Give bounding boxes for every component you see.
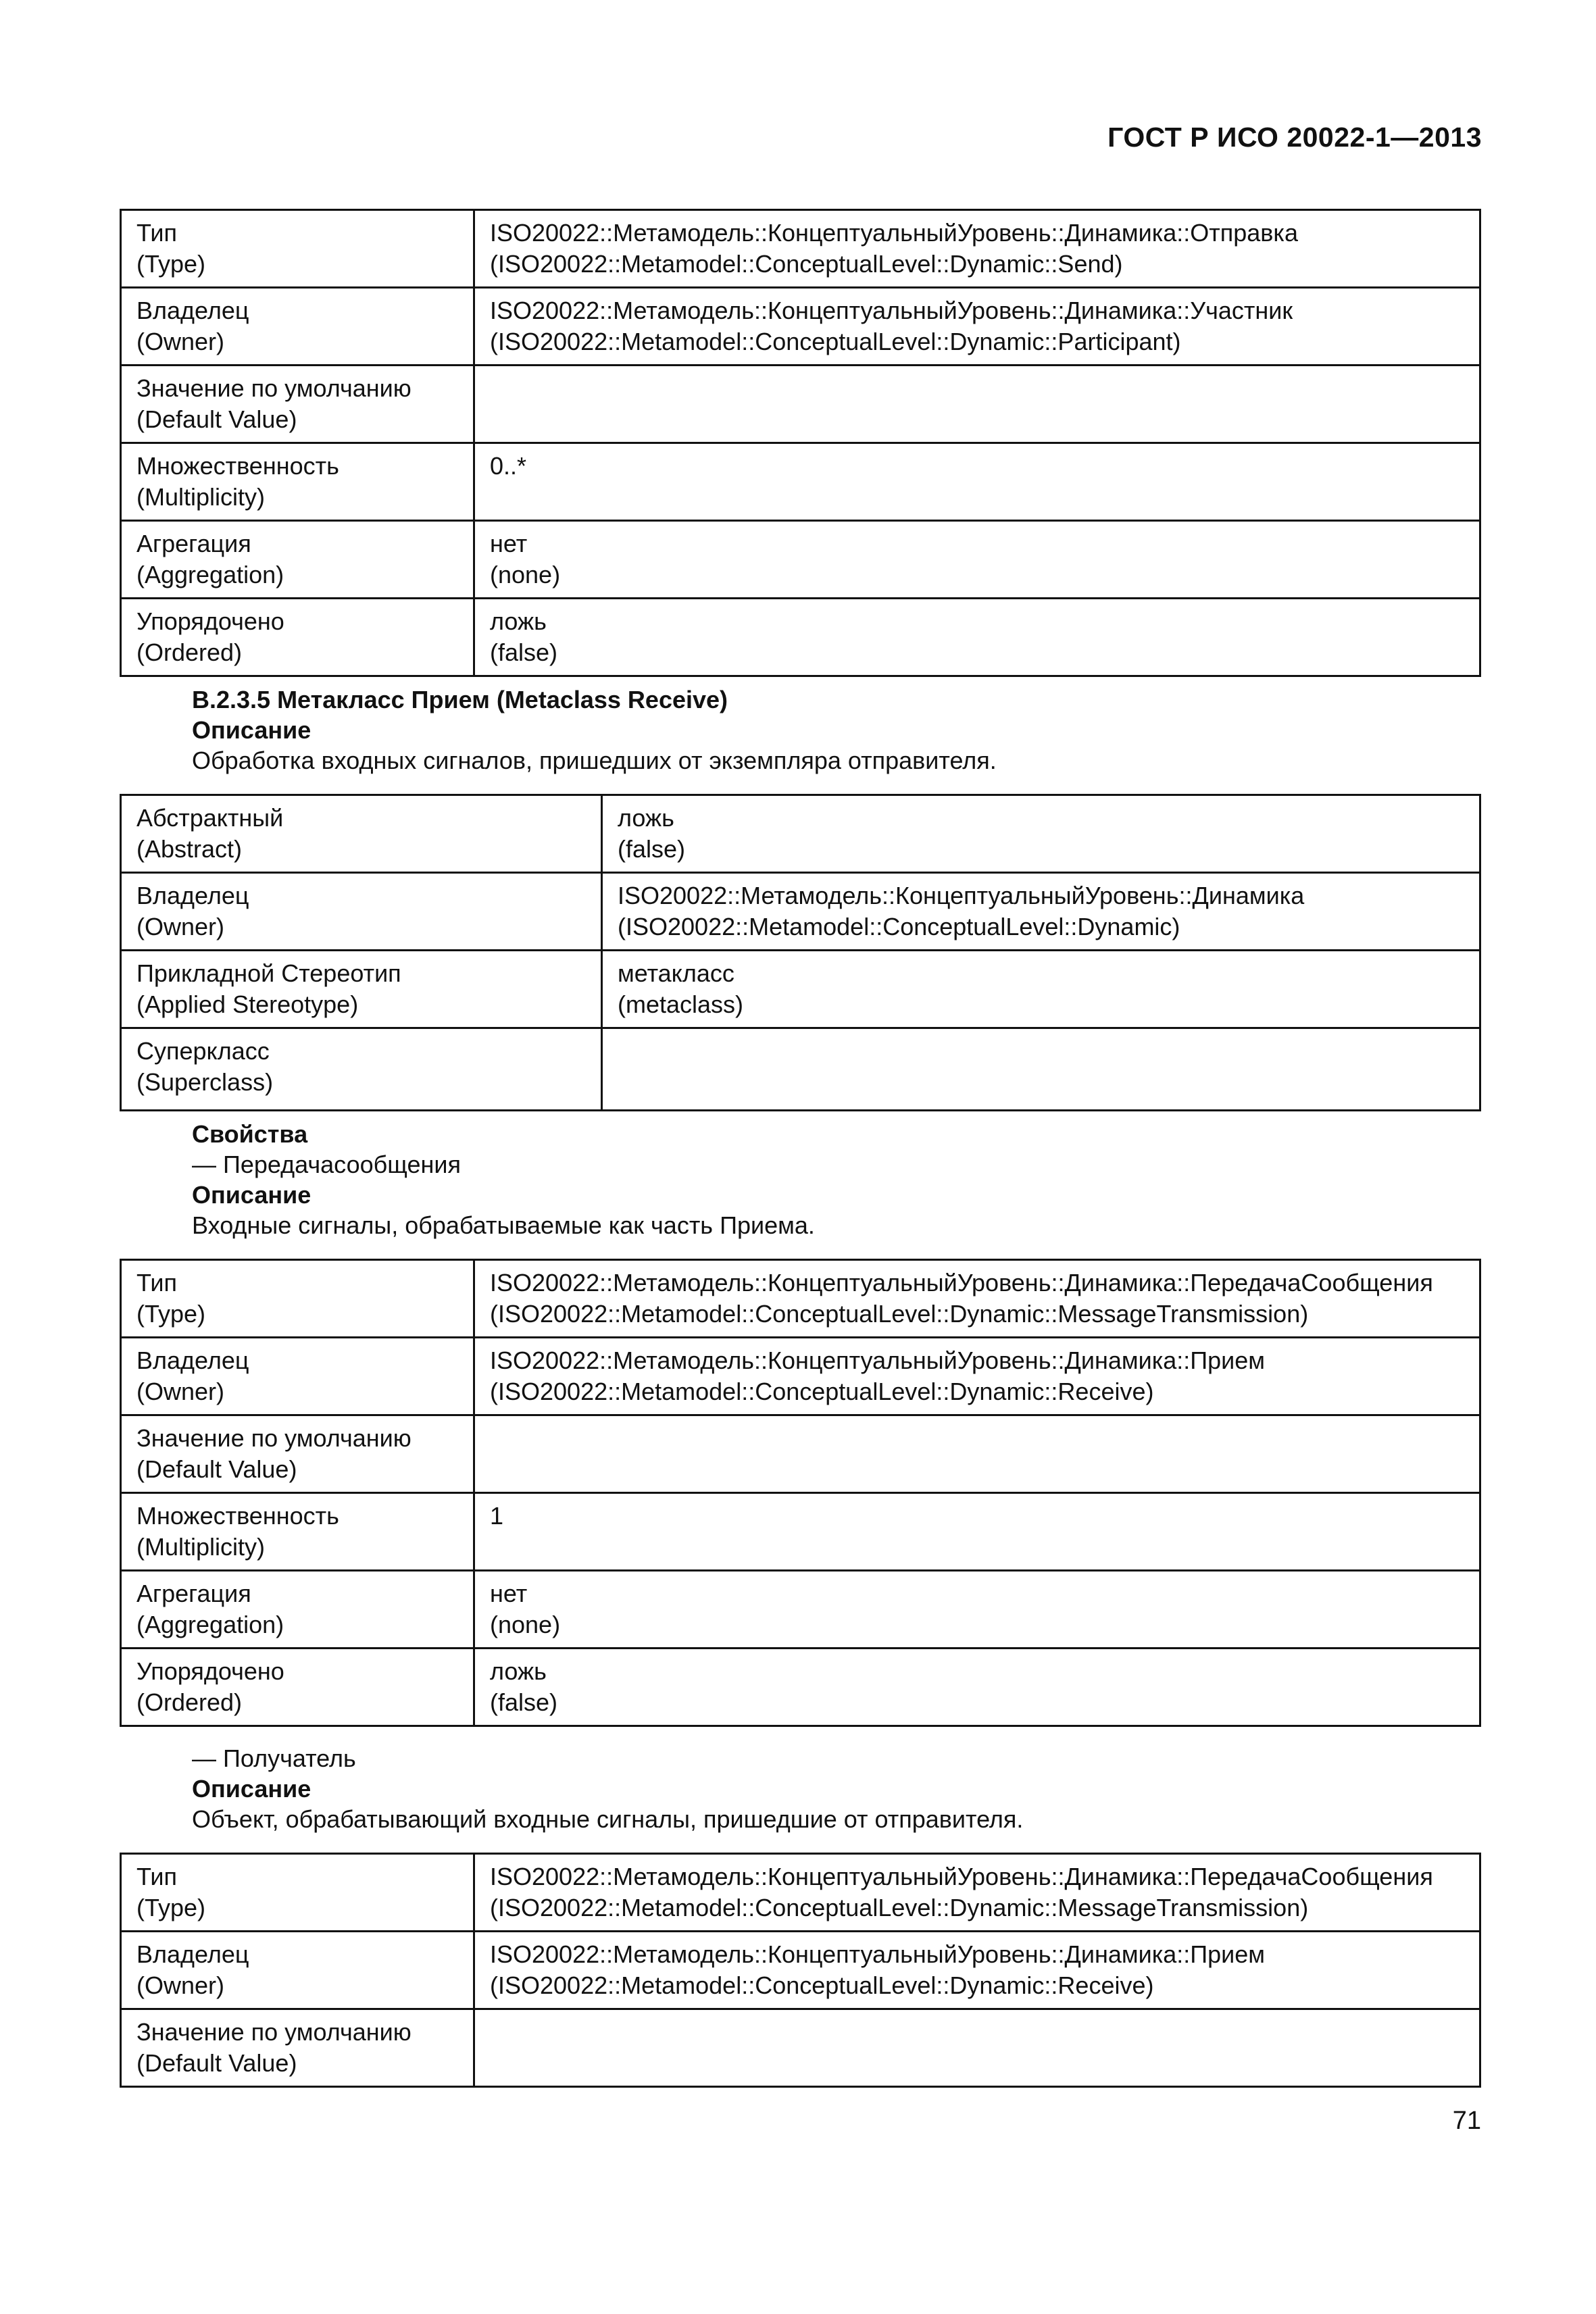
row-value: ложь (false) — [602, 795, 1480, 873]
table-row — [121, 873, 1480, 951]
row-value: ложь (false) — [474, 1649, 1480, 1726]
table-row — [121, 288, 1480, 366]
receiver-section — [192, 1743, 1023, 1834]
row-value: 1 — [474, 1493, 1480, 1571]
property-table-receiver — [120, 1853, 1481, 2088]
description-text: Объект, обрабатывающий входные сигналы, пришедшие от отправителя. — [192, 1805, 1024, 1833]
table-row — [121, 443, 1480, 521]
table-row — [121, 795, 1480, 873]
table-row — [121, 1932, 1480, 2009]
property-name: — Получатель — [192, 1744, 356, 1772]
properties-section — [192, 1119, 815, 1240]
table-row — [121, 366, 1480, 443]
description-title: Описание — [192, 716, 311, 744]
table-row — [121, 1854, 1480, 1932]
row-value: ISO20022::Метамодель::КонцептуальныйУровень::Динамика (ISO20022::Metamodel::ConceptualLevel::Dynamic) — [602, 873, 1480, 951]
row-value: ISO20022::Метамодель::КонцептуальныйУровень::Динамика::ПередачаСообщения (ISO20022::Metamodel::ConceptualLevel::Dynamic::MessageTransmission) — [474, 1260, 1480, 1338]
table-row — [121, 210, 1480, 288]
table-row — [121, 1260, 1480, 1338]
table-row — [121, 951, 1480, 1028]
row-label: Тип (Type) — [121, 1260, 474, 1338]
page-number: 71 — [1452, 2107, 1481, 2135]
row-label: Упорядочено (Ordered) — [121, 1649, 474, 1726]
row-label: Владелец (Owner) — [121, 873, 602, 951]
table-row — [121, 2009, 1480, 2087]
row-label: Прикладной Стереотип (Applied Stereotype) — [121, 951, 602, 1028]
property-name: — Передачасообщения — [192, 1151, 461, 1178]
row-label: Владелец (Owner) — [121, 288, 474, 366]
row-label: Множественность (Multiplicity) — [121, 1493, 474, 1571]
property-table-send — [120, 209, 1481, 677]
row-label: Владелец (Owner) — [121, 1338, 474, 1415]
row-value: ISO20022::Метамодель::КонцептуальныйУровень::Динамика::Отправка (ISO20022::Metamodel::ConceptualLevel::Dynamic::Send) — [474, 210, 1480, 288]
row-label: Суперкласс (Superclass) — [121, 1028, 602, 1111]
row-value: 0..* — [474, 443, 1480, 521]
row-label: Значение по умолчанию (Default Value) — [121, 1415, 474, 1493]
row-label: Агрегация (Aggregation) — [121, 521, 474, 599]
row-value — [474, 366, 1480, 443]
row-label: Множественность (Multiplicity) — [121, 443, 474, 521]
description-text: Обработка входных сигналов, пришедших от экземпляра отправителя. — [192, 747, 997, 774]
row-label: Упорядочено (Ordered) — [121, 599, 474, 676]
row-label: Значение по умолчанию (Default Value) — [121, 366, 474, 443]
row-value — [474, 2009, 1480, 2087]
property-table-messagetransmission — [120, 1259, 1481, 1727]
row-value: ISO20022::Метамодель::КонцептуальныйУровень::Динамика::Прием (ISO20022::Metamodel::ConceptualLevel::Dynamic::Receive) — [474, 1932, 1480, 2009]
row-value: ISO20022::Метамодель::КонцептуальныйУровень::Динамика::Прием (ISO20022::Metamodel::ConceptualLevel::Dynamic::Receive) — [474, 1338, 1480, 1415]
row-value — [602, 1028, 1480, 1111]
table-row — [121, 521, 1480, 599]
row-value: метакласс (metaclass) — [602, 951, 1480, 1028]
row-label: Тип (Type) — [121, 210, 474, 288]
row-label: Агрегация (Aggregation) — [121, 1571, 474, 1649]
description-text: Входные сигналы, обрабатываемые как часть Приема. — [192, 1211, 815, 1239]
table-row — [121, 599, 1480, 676]
document-header: ГОСТ Р ИСО 20022-1—2013 — [1107, 122, 1482, 153]
description-title: Описание — [192, 1775, 311, 1803]
table-row — [121, 1028, 1480, 1111]
properties-title: Свойства — [192, 1120, 308, 1148]
table-row — [121, 1649, 1480, 1726]
row-label: Владелец (Owner) — [121, 1932, 474, 2009]
row-label: Абстрактный (Abstract) — [121, 795, 602, 873]
row-value: ISO20022::Метамодель::КонцептуальныйУровень::Динамика::ПередачаСообщения (ISO20022::Metamodel::ConceptualLevel::Dynamic::MessageTransmission) — [474, 1854, 1480, 1932]
row-value — [474, 1415, 1480, 1493]
metaclass-table-receive — [120, 794, 1481, 1111]
table-row — [121, 1415, 1480, 1493]
section-heading: B.2.3.5 Метакласс Прием (Metaclass Receive) — [192, 686, 728, 713]
description-title: Описание — [192, 1181, 311, 1209]
row-label: Тип (Type) — [121, 1854, 474, 1932]
table-row — [121, 1493, 1480, 1571]
row-value: нет (none) — [474, 1571, 1480, 1649]
row-value: ложь (false) — [474, 599, 1480, 676]
row-value: нет (none) — [474, 521, 1480, 599]
metaclass-section — [192, 684, 997, 776]
row-value: ISO20022::Метамодель::КонцептуальныйУровень::Динамика::Участник (ISO20022::Metamodel::ConceptualLevel::Dynamic::Participant) — [474, 288, 1480, 366]
row-label: Значение по умолчанию (Default Value) — [121, 2009, 474, 2087]
table-row — [121, 1571, 1480, 1649]
table-row — [121, 1338, 1480, 1415]
